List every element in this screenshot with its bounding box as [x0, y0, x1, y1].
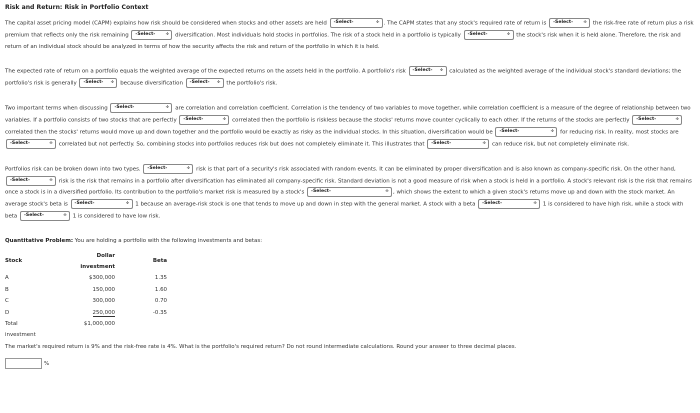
dropdown-arrow-icon: ÷	[675, 116, 680, 122]
paragraph-capm	[5, 18, 696, 53]
select-label: -Select-	[553, 20, 573, 25]
header-stock: Stock	[5, 258, 23, 265]
dropdown-arrow-icon: ÷	[506, 31, 511, 37]
select-dropdown-1[interactable]	[330, 18, 383, 28]
cell-beta: 1.35	[154, 275, 167, 282]
text: correlated then the stocks' returns would move up and down together and the portfolio would be exactly as risky as the individual stocks. In this situation, diversification would be	[5, 129, 493, 136]
dropdown-arrow-icon: ÷	[165, 31, 170, 37]
text: Two important terms when discussing	[5, 105, 108, 112]
select-label: -Select-	[412, 68, 433, 74]
select-dropdown-5[interactable]	[409, 66, 447, 76]
text: are correlation and correlation coefficient. Correlation is the tendency of two variables to move together, while correlation coefficient is a measure of the degree of relationship between two variables. If a portfolio consists of two stocks that are perfectly	[5, 105, 691, 124]
select-label: -Select-	[499, 128, 520, 134]
select-label: -Select-	[10, 177, 30, 183]
cell-stock: D	[5, 309, 10, 316]
answer-row	[5, 358, 696, 370]
select-label: -Select-	[10, 140, 30, 146]
total-label: Total	[5, 321, 18, 328]
select-dropdown-7[interactable]	[186, 78, 224, 88]
select-dropdown-4[interactable]	[464, 30, 514, 40]
select-label: -Select-	[636, 116, 657, 122]
dropdown-arrow-icon: ÷	[385, 189, 390, 195]
cell-investment: 300,000	[92, 298, 115, 305]
cell-beta: 1.60	[154, 286, 167, 293]
answer-input[interactable]	[5, 358, 42, 369]
dropdown-arrow-icon: ÷	[62, 213, 67, 219]
cell-investment: 150,000	[92, 286, 115, 293]
text: because diversification	[120, 80, 183, 87]
page-title: Risk and Return: Risk in Portfolio Context	[5, 4, 149, 11]
cell-beta: -0.35	[152, 309, 167, 316]
text: 1 is considered to have low risk.	[72, 213, 161, 220]
table-row	[5, 273, 177, 284]
select-dropdown-13[interactable]	[427, 139, 489, 149]
select-dropdown-9[interactable]	[179, 115, 229, 125]
header-dollar-investment: Dollar investment	[80, 252, 115, 270]
dropdown-arrow-icon: ÷	[482, 140, 487, 146]
dropdown-arrow-icon: ÷	[125, 201, 130, 207]
paragraph-portfolio-return	[5, 66, 696, 90]
select-dropdown-16[interactable]	[307, 187, 392, 197]
dropdown-arrow-icon: ÷	[216, 80, 221, 86]
text: can reduce risk, but not completely eliminate risk.	[492, 141, 629, 148]
text: 1 is considered to have high risk, while a stock with beta	[5, 201, 684, 220]
table-row	[5, 308, 177, 319]
text: 1 because an average-risk stock is one that tends to move up and down in step with the general market. A stock with a beta	[135, 201, 476, 208]
select-label: -Select-	[147, 165, 168, 171]
select-label: -Select-	[333, 20, 354, 25]
header-beta: Beta	[152, 258, 167, 265]
select-label: -Select-	[189, 80, 210, 86]
select-label: -Select-	[482, 201, 503, 207]
cell-stock: C	[5, 298, 9, 305]
percent-unit: %	[44, 361, 50, 368]
select-dropdown-11[interactable]	[495, 127, 557, 137]
text: calculated as the weighted average of the individual stock's standard deviations; the portfolio's risk is generally	[5, 68, 682, 87]
table-header-row	[5, 251, 177, 274]
dropdown-arrow-icon: ÷	[48, 140, 53, 146]
table-row	[5, 296, 177, 307]
paragraph-risk-types	[5, 164, 696, 224]
text: the risk-free rate of return plus a risk premium that reflects only the risk remaining	[5, 20, 694, 39]
investment-label: investment	[5, 332, 36, 339]
dropdown-arrow-icon: ÷	[439, 68, 444, 74]
cell-stock: A	[5, 275, 9, 282]
select-dropdown-2[interactable]	[549, 18, 590, 28]
text: , which shows the extent to which a given stock's returns move up and down with the stock market. An average stock's beta is	[5, 189, 675, 208]
text: the stock's risk when it is held alone. Therefore, the risk and return of an individual stock should be analyzed in terms of how the security affects the risk and return of the portfolio in which it is held.	[5, 32, 681, 50]
dropdown-arrow-icon: ÷	[375, 20, 380, 25]
total-value: $1,000,000	[83, 321, 115, 328]
select-dropdown-17[interactable]	[71, 199, 133, 209]
text: The expected rate of return on a portfolio equals the weighted average of the expected returns on the assets held in the portfolio. A portfolio's risk	[5, 68, 406, 75]
dropdown-arrow-icon: ÷	[222, 116, 227, 122]
table-row	[5, 285, 177, 296]
dropdown-arrow-icon: ÷	[550, 128, 555, 134]
select-dropdown-6[interactable]	[79, 78, 117, 88]
cell-investment-value: 250,000	[92, 309, 115, 316]
select-label: -Select-	[311, 189, 331, 195]
dropdown-arrow-icon: ÷	[533, 201, 538, 207]
select-dropdown-3[interactable]	[131, 30, 172, 40]
table-total-row-2	[5, 330, 177, 341]
text: for reducing risk. In reality, most stocks are	[560, 129, 679, 136]
cell-stock: B	[5, 286, 9, 293]
select-label: -Select-	[74, 201, 95, 207]
quantitative-problem	[5, 236, 696, 247]
select-label: -Select-	[114, 105, 135, 111]
question-text: The market's required return is 9% and the risk-free rate is 4%. What is the portfolio's required return? Do not round intermediate calculations. Round your answer to three decimal places.	[5, 343, 517, 350]
problem-text: You are holding a portfolio with the following investments and betas:	[73, 238, 263, 245]
problem-label: Quantitative Problem:	[5, 238, 74, 245]
text: risk is that part of a security's risk associated with random events. It can be eliminated by proper diversification and is also known as company-specific risk. On the other hand,	[196, 166, 676, 173]
select-label: -Select-	[183, 116, 204, 122]
select-label: -Select-	[83, 80, 104, 86]
paragraph-correlation	[5, 103, 696, 151]
dropdown-arrow-icon: ÷	[110, 80, 115, 86]
cell-investment: $300,000	[89, 275, 115, 282]
dropdown-arrow-icon: ÷	[186, 165, 191, 171]
select-label: -Select-	[467, 31, 488, 37]
text: correlated then the portfolio is riskless because the stocks' returns move counter cyclically to each other. If the returns of the stocks are perfectly	[232, 117, 630, 124]
investment-table	[5, 251, 177, 342]
text: diversification. Most individuals hold stocks in portfolios. The risk of a stock held in a portfolio is typically	[175, 32, 461, 39]
text: the portfolio's risk.	[226, 80, 278, 87]
select-dropdown-14[interactable]	[143, 164, 193, 174]
select-label: -Select-	[24, 213, 44, 219]
text: correlated but not perfectly. So, combining stocks into portfolios reduces risk but does not completely eliminate it. This illustrates that	[58, 141, 425, 148]
cell-investment	[63, 308, 115, 319]
text: . The CAPM states that any stock's required rate of return is	[383, 20, 547, 27]
select-label: -Select-	[135, 31, 156, 37]
select-dropdown-8[interactable]	[110, 103, 172, 113]
select-dropdown-15[interactable]	[6, 176, 56, 186]
select-dropdown-10[interactable]	[632, 115, 682, 125]
text: The capital asset pricing model (CAPM) explains how risk should be considered when stocks and other assets are held	[5, 20, 327, 27]
dropdown-arrow-icon: ÷	[165, 105, 170, 111]
table-total-row	[5, 319, 177, 330]
text: risk is the risk that remains in a portfolio after diversification has eliminated all company-specific risk. Standard deviation is not a good measure of risk when a stock is held in a portfolio. A stock's relevant risk is the risk that remains once a stock is in a diversified portfolio. Its contribution to the portfolio's market risk is measured by a stock's	[5, 178, 692, 196]
select-dropdown-19[interactable]	[20, 211, 70, 221]
dropdown-arrow-icon: ÷	[48, 177, 53, 183]
select-dropdown-12[interactable]	[6, 139, 56, 149]
select-dropdown-18[interactable]	[478, 199, 540, 209]
cell-beta: 0.70	[154, 298, 167, 305]
dropdown-arrow-icon: ÷	[583, 20, 588, 25]
select-label: -Select-	[431, 140, 452, 146]
text: Portfolios risk can be broken down into two types.	[5, 166, 141, 173]
